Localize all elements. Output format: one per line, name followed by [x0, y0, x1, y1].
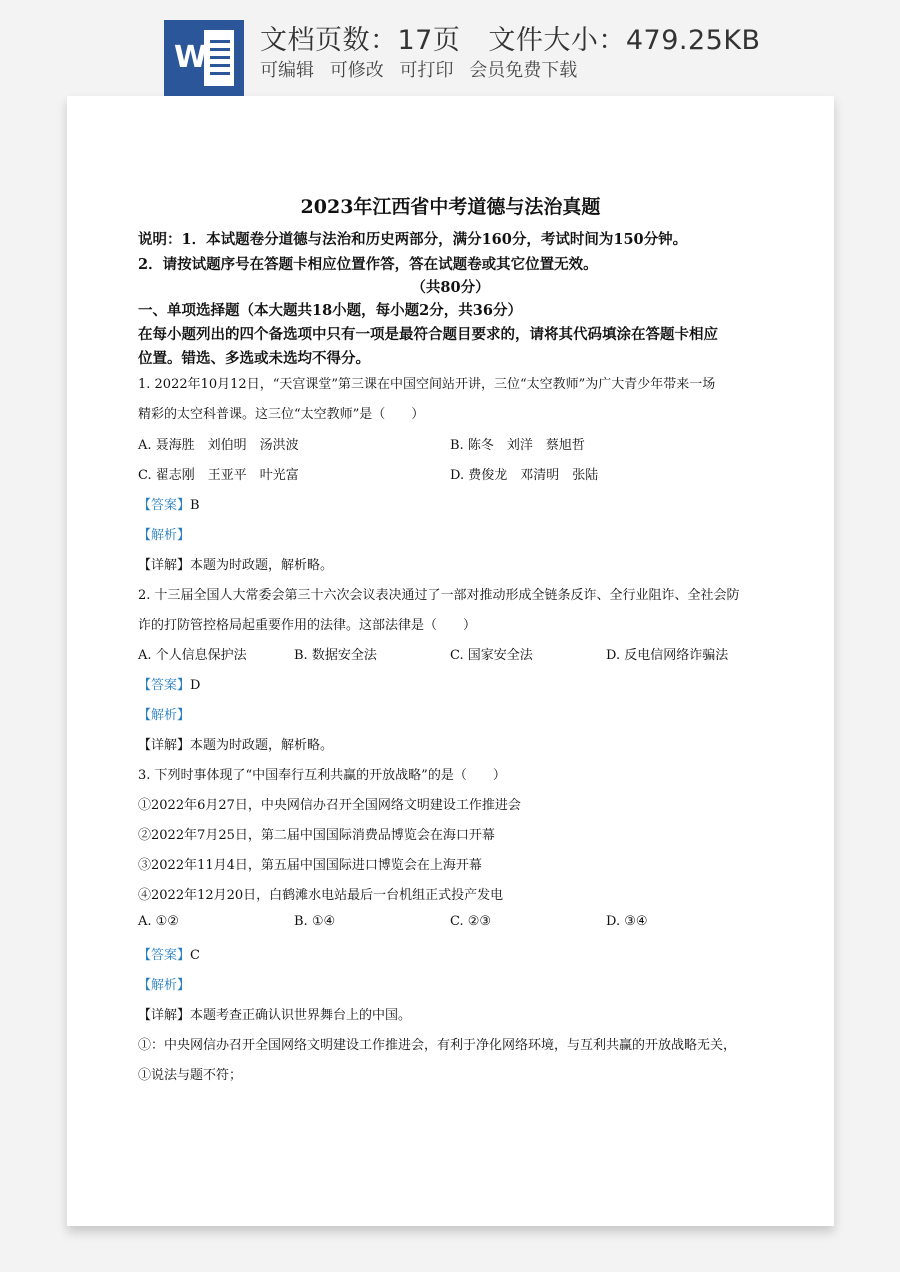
q3-answer: 【答案】C	[138, 948, 200, 963]
q2-option-d: D. 反电信网络诈骗法	[606, 648, 729, 663]
section-heading: 一、单项选择题（本大题共18小题，每小题2分，共36分）	[138, 302, 522, 319]
q3-detail: 【详解】本题考查正确认识世界舞台上的中国。	[138, 1008, 412, 1023]
q1-analysis: 【解析】	[138, 528, 191, 543]
q1-option-b: B. 陈冬 刘洋 蔡旭哲	[450, 438, 585, 453]
q2-option-b: B. 数据安全法	[294, 648, 377, 663]
q1-option-d: D. 费俊龙 邓清明 张陆	[450, 468, 599, 483]
document-page	[67, 96, 834, 1226]
feature-printable: 可打印	[399, 60, 454, 81]
q3-option-d: D. ③④	[606, 914, 648, 929]
q3-analysis: 【解析】	[138, 978, 191, 993]
q3-explain-1: ①：中央网信办召开全国网络文明建设工作推进会，有利于净化网络环境，与互利共赢的开放战略无关，	[138, 1038, 737, 1053]
q3-option-c: C. ②③	[450, 914, 492, 929]
q2-option-a: A. 个人信息保护法	[138, 648, 247, 663]
q1-detail: 【详解】本题为时政题，解析略。	[138, 558, 334, 573]
doc-info-banner	[0, 0, 900, 96]
q1-option-c: C. 翟志刚 王亚平 叶光富	[138, 468, 299, 483]
feature-editable: 可编辑	[260, 60, 314, 81]
file-meta	[260, 18, 761, 57]
q1-stem-2: 精彩的太空科普课。这三位“太空教师”是（ ）	[138, 407, 425, 422]
word-document-icon	[164, 20, 244, 96]
instruction-1: 在每小题列出的四个备选项中只有一项是最符合题目要求的，请将其代码填涂在答题卡相应	[138, 326, 718, 343]
feature-modifiable: 可修改	[329, 60, 384, 81]
note-2: 2．请按试题序号在答题卡相应位置作答，答在试题卷或其它位置无效。	[138, 256, 598, 273]
q3-item-4: ④2022年12月20日，白鹤滩水电站最后一台机组正式投产发电	[138, 888, 504, 903]
doc-title: 2023年江西省中考道德与法治真题	[300, 196, 601, 218]
q3-explain-2: ①说法与题不符；	[138, 1068, 243, 1083]
q2-option-c: C. 国家安全法	[450, 648, 533, 663]
note-1: 说明：1．本试题卷分道德与法治和历史两部分，满分160分，考试时间为150分钟。	[138, 231, 688, 248]
q1-answer: 【答案】B	[138, 498, 200, 513]
feature-member-download: 会员免费下载	[469, 60, 578, 81]
q3-option-a: A. ①②	[138, 914, 179, 929]
q3-item-2: ②2022年7月25日，第二届中国国际消费品博览会在海口开幕	[138, 828, 495, 843]
q2-answer: 【答案】D	[138, 678, 201, 693]
instruction-2: 位置。错选、多选或未选均不得分。	[138, 350, 370, 367]
word-icon-letter: W	[174, 40, 208, 75]
score-total: （共80分）	[411, 279, 490, 296]
q1-stem-1: 1. 2022年10月12日，“天宫课堂”第三课在中国空间站开讲，三位“太空教师”为广大青少年带来一场	[138, 377, 716, 392]
q3-item-3: ③2022年11月4日，第五届中国国际进口博览会在上海开幕	[138, 858, 482, 873]
page-count: 文档页数：17页	[260, 25, 461, 56]
q2-stem-1: 2. 十三届全国人大常委会第三十六次会议表决通过了一部对推动形成全链条反诈、全行业阻诈、全社会防	[138, 588, 740, 603]
q2-analysis: 【解析】	[138, 708, 191, 723]
file-size: 文件大小：479.25KB	[488, 25, 761, 56]
q3-item-1: ①2022年6月27日，中央网信办召开全国网络文明建设工作推进会	[138, 798, 521, 813]
q3-stem: 3. 下列时事体现了“中国奉行互利共赢的开放战略”的是（ ）	[138, 768, 506, 783]
q2-stem-2: 诈的打防管控格局起重要作用的法律。这部法律是（ ）	[138, 618, 477, 633]
q3-option-b: B. ①④	[294, 914, 336, 929]
q2-detail: 【详解】本题为时政题，解析略。	[138, 738, 334, 753]
q1-option-a: A. 聂海胜 刘伯明 汤洪波	[138, 438, 299, 453]
feature-list	[260, 56, 587, 82]
